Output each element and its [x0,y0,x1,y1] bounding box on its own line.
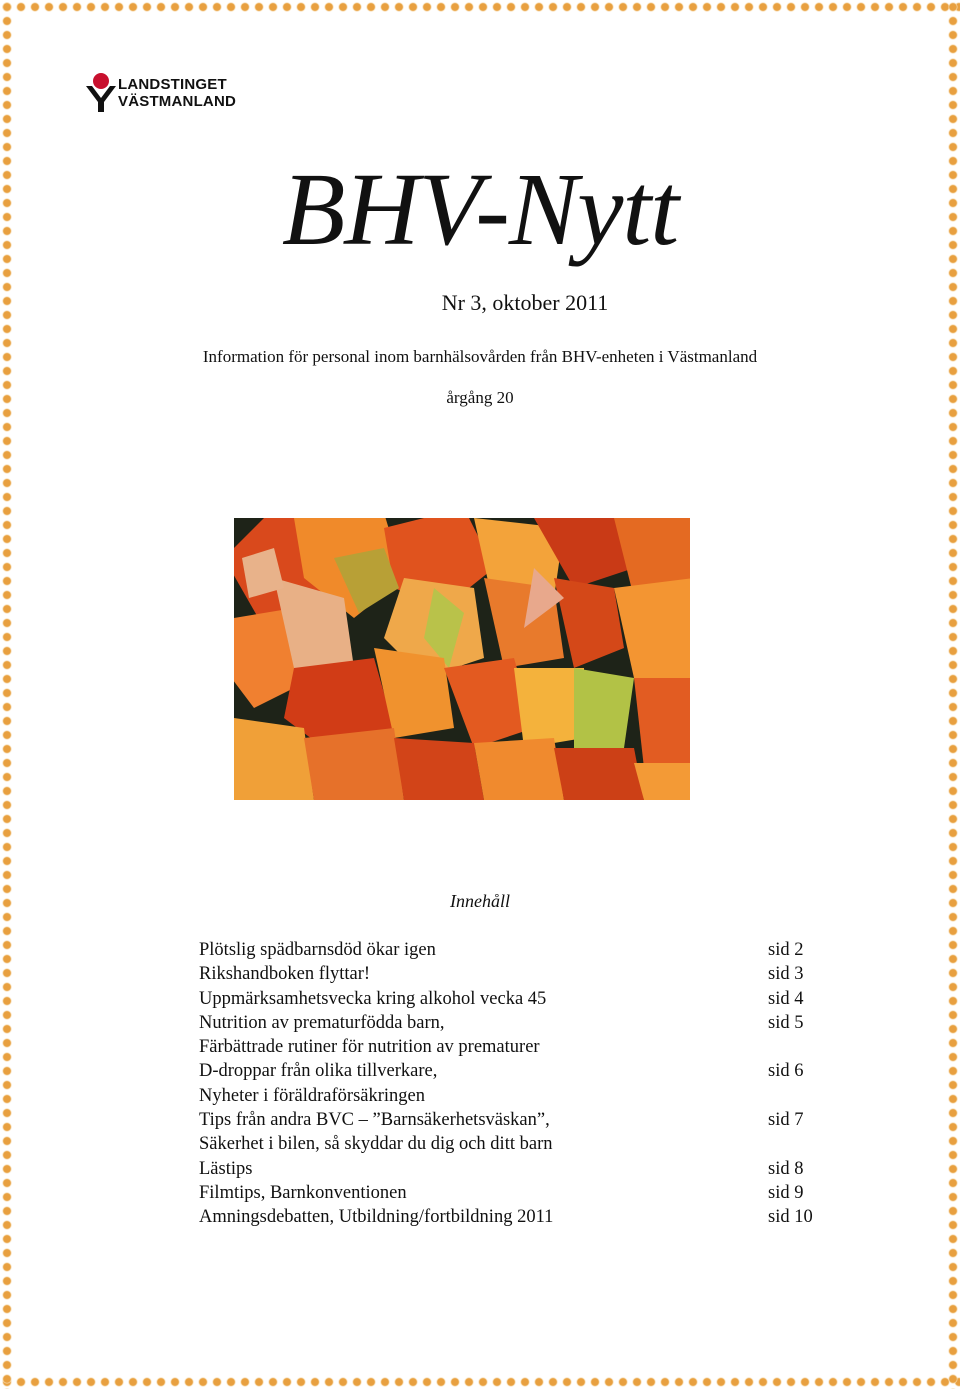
toc-entry-title: D-droppar från olika tillverkare, [199,1061,438,1082]
toc-entry [199,1011,839,1035]
toc-entry-title: Nyheter i föräldraförsäkringen [199,1085,426,1106]
toc-entry-title: Nutrition av prematurfödda barn, [199,1012,445,1033]
toc-entry-page: sid 3 [768,964,804,985]
toc-entry-page: sid 8 [768,1158,804,1179]
decorative-border-bottom [0,1375,960,1389]
toc-entry-title: Plötslig spädbarnsdöd ökar igen [199,940,436,960]
toc-entry-title: Amningsdebatten, Utbildning/fortbildning 2011 [199,1207,554,1228]
logo-text-line1: LANDSTINGET [118,76,227,93]
toc-entry-page: sid 4 [768,988,804,1009]
toc-entry [199,962,839,986]
toc-entry-page: sid 6 [768,1061,804,1082]
subtitle-info: Information för personal inom barnhälsovården från BHV-enheten i Västmanland [202,347,758,366]
toc-entry-page: sid 9 [768,1182,804,1203]
toc-entry [199,1205,839,1229]
toc-entry-title: Uppmärksamhetsvecka kring alkohol vecka 45 [199,988,547,1009]
toc-entry [199,1084,839,1108]
toc-entry [199,938,839,962]
toc-entry-title: Tips från andra BVC – ”Barnsäkerhetsväskan”, [199,1110,550,1131]
toc-entry [199,987,839,1011]
toc-entry [199,1059,839,1083]
logo-text-line2: VÄSTMANLAND [118,93,237,110]
logo-figure-icon [84,72,118,114]
toc-entry [199,1132,839,1156]
newsletter-title: BHV-Nytt [281,152,679,267]
toc-entry-page: sid 5 [768,1012,804,1033]
autumn-leaves-photo [234,518,690,800]
table-of-contents [199,938,839,1230]
decorative-border-top [0,0,960,14]
toc-entry [199,1035,839,1059]
toc-entry-page: sid 7 [768,1110,804,1131]
toc-heading: Innehåll [450,891,510,911]
toc-entry-title: Säkerhet i bilen, så skyddar du dig och ditt barn [199,1134,553,1155]
toc-entry-title: Filmtips, Barnkonventionen [199,1182,407,1203]
toc-entry-page: sid 2 [768,940,804,960]
issue-number: Nr 3, oktober 2011 [441,290,609,315]
toc-entry-title: Lästips [199,1158,253,1179]
volume-year: årgång 20 [446,388,514,407]
toc-entry-title: Färbättrade rutiner för nutrition av prematurer [199,1037,540,1058]
toc-entry-page: sid 10 [768,1207,813,1228]
toc-entry [199,1181,839,1205]
toc-entry [199,1157,839,1181]
landstinget-logo [84,72,244,114]
toc-entry-title: Rikshandboken flyttar! [199,964,371,985]
toc-entry [199,1108,839,1132]
